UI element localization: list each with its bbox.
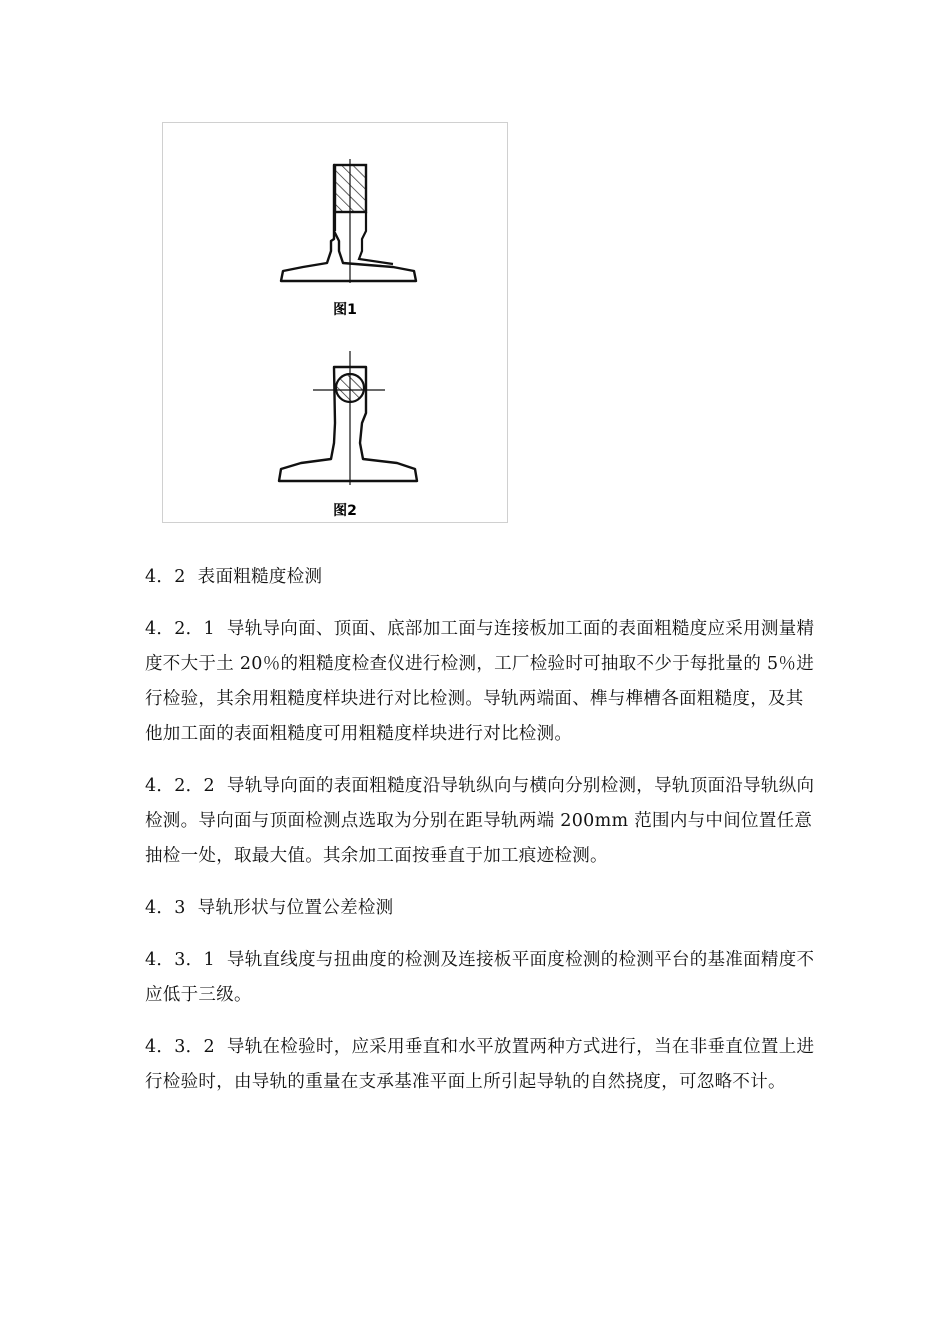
paragraph-text: 导轨在检验时，应采用垂直和水平放置两种方式进行，当在非垂直位置上进行检验时，由导轨的重量在支承基准平面上所引起导轨的自然挠度，可忽略不计。: [145, 1037, 815, 1092]
paragraph-text: 导轨直线度与扭曲度的检测及连接板平面度检测的检测平台的基准面精度不应低于三级。: [145, 950, 815, 1005]
section-heading-4-2: [145, 560, 815, 595]
paragraph-text: 导轨导向面的表面粗糙度沿导轨纵向与横向分别检测，导轨顶面沿导轨纵向检测。导向面与顶面检测点选取为分别在距导轨两端 200mm 范围内与中间位置任意抽检一处，取最大值。其余加工面按垂直于加工痕迹检测。: [145, 776, 815, 866]
paragraph-4-2-2: [145, 769, 815, 874]
figure-1-drawing: [281, 159, 416, 283]
figure-panel: [162, 122, 508, 523]
paragraph-4-2-1: [145, 612, 815, 752]
paragraph-text: 导轨导向面、顶面、底部加工面与连接板加工面的表面粗糙度应采用测量精度不大于土 20％的粗糙度检查仪进行检测，工厂检验时可抽取不少于每批量的 5％进行检验，其余用粗糙度样块进行对比检测。导轨两端面、榫与榫槽各面粗糙度，及其他加工面的表面粗糙度可用粗糙度样块进行对比检测。: [145, 619, 815, 744]
section-number: 4．3．2: [145, 1037, 215, 1057]
section-title: 表面粗糙度检测: [197, 567, 323, 587]
paragraph-4-3-2: [145, 1030, 815, 1100]
section-number: 4．3．1: [145, 950, 215, 970]
rail-cross-section-figures: [163, 123, 509, 524]
paragraph-4-3-1: [145, 943, 815, 1013]
section-heading-4-3: [145, 891, 815, 926]
section-number: 4．2．1: [145, 619, 215, 639]
section-number: 4．3: [145, 898, 186, 918]
figure-2-drawing: [279, 351, 417, 485]
figure-2-caption: 图2: [333, 503, 357, 519]
document-body: [145, 560, 815, 1117]
section-title: 导轨形状与位置公差检测: [197, 898, 394, 918]
section-number: 4．2．2: [145, 776, 215, 796]
figure-1-caption: 图1: [333, 302, 357, 318]
section-number: 4．2: [145, 567, 186, 587]
